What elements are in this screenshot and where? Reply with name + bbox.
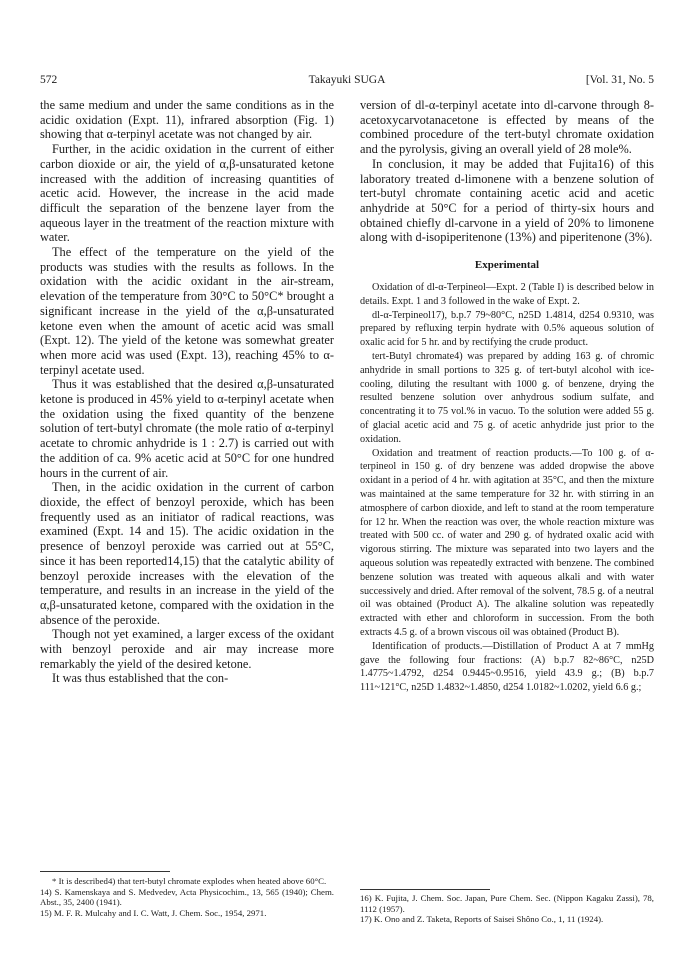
left-column [40, 98, 334, 686]
paragraph: It was thus established that the con- [52, 671, 229, 686]
footnote: 17) K. Ono and Z. Taketa, Reports of Saisei Shôno Co., 1, 11 (1924). [360, 914, 604, 925]
running-header [40, 74, 654, 90]
paragraph: The effect of the temperature on the yield of the products was studies with the results as follows. In the oxidation with the acidic oxidant in the air-stream, elevation of the temperature from 30°C to 50°C* brought a significant increase in the yield of the α,β-unsaturated ketone even when the amount of acetic acid was small (Expt. 12). The yield of the ketone was somewhat greater when more acid was used (Expt. 13), reaching 45% to α-terpinyl acetate used. [40, 245, 334, 377]
section-title: Experimental [474, 259, 540, 272]
footnote: * It is described4) that tert-butyl chromate explodes when heated above 60°C. [52, 876, 327, 886]
paragraph: the same medium and under the same conditions as in the acidic oxidation (Expt. 11), infrared absorption (Fig. 1) showing that α-terpinyl acetate was not changed by air. [40, 98, 334, 142]
experimental-paragraph: tert-Butyl chromate4) was prepared by adding 163 g. of chromic anhydride in small portions to 325 g. of tert-butyl alcohol with ice-cooling, diluting the resultant with 1000 g. of benzene, drying the resulted benzene solution over anhydrous sodium sulfate, and concentrating it to 75 vol.% in vacuo. To the solution were added 55 g. of glacial acetic acid and 75 g. of acetic anhydride just prior to the oxidation. [360, 351, 654, 445]
paragraph: Further, in the acidic oxidation in the current of either carbon dioxide or air, the yield of α,β-unsaturated ketone increased with the addition of increasing quantities of acetic acid. However, the increase in the acid made difficult the separation of the benzene layer from the aqueous layer in the treatment of the reaction mixture with water. [40, 142, 334, 245]
footnote: 14) S. Kamenskaya and S. Medvedev, Acta Physicochim., 13, 565 (1940); Chem. Abst., 35, 2400 (1941). [40, 886, 334, 908]
paragraph: Though not yet examined, a larger excess of the oxidant with benzoyl peroxide and air may increase more remarkably the yield of the desired ketone. [40, 627, 334, 671]
footnote: 16) K. Fujita, J. Chem. Soc. Japan, Pure Chem. Sec. (Nippon Kagaku Zassi), 78, 1112 (1957). [360, 893, 654, 914]
experimental-paragraph: Oxidation of dl-α-Terpineol—Expt. 2 (Table I) is described below in details. Expt. 1 and 3 followed in the wake of Expt. 2. [360, 282, 654, 307]
page-number: 572 [40, 74, 58, 86]
paragraph: Then, in the acidic oxidation in the current of carbon dioxide, the effect of benzoyl peroxide, which has been frequently used as an initiator of radical reactions, was examined (Expt. 14 and 15). The acidic oxidation in the presence of benzoyl peroxide was carried out at 55°C, since it has been reported14,15) that the catalytic ability of benzoyl peroxide increases with the elevation of the temperature, and results in an increase in the yield of the α,β-unsaturated ketone, compared with the oxidation in the absence of the peroxide. [40, 480, 334, 627]
experimental-paragraph: Oxidation and treatment of reaction products.—To 100 g. of α-terpineol in 150 g. of dry benzene was added dropwise the above oxidant in a period of 4 hr. with agitation at 35°C, and then the mixture was maintained at the same temperature for 32 hr. with stirring in an atmosphere of carbon dioxide, and left to stand at the room temperature for 12 hr. When the reaction was over, the whole reaction mixture was treated with 500 cc. of water and 290 g. of hydrated oxalic acid with vigorous stirring. The mixture was separated into two layers and the aqueous solution was repeatedly extracted with benzene. The combined benzene solution was treated with aqueous alkali and with water successively and dried. After removal of the solvent, 78.5 g. of a neutral oil was obtained (Product A). The alkaline solution was repeatedly extracted with ether and chloroform in succession. From the both extracts 4.5 g. of a brown viscous oil was obtained (Product B). [360, 447, 654, 638]
left-footnotes [40, 876, 334, 918]
paragraph: version of dl-α-terpinyl acetate into dl-carvone through 8-acetoxycarvotanacetone is effected by means of the combined procedure of the tert-butyl chromate oxidation and the pyrolysis, giving an overall yield of 28 mole%. [360, 98, 654, 157]
experimental-paragraph: dl-α-Terpineol17), b.p.7 79~80°C, n25D 1.4814, d254 0.9310, was prepared by refluxing terpin hydrate with 0.5% aqueous solution of oxalic acid for 5 hr. and by rectifying the crude product. [360, 309, 654, 349]
right-footnotes [360, 893, 654, 925]
paragraph: In conclusion, it may be added that Fujita16) of this laboratory treated d-limonene with a benzene solution of tert-butyl chromate containing acetic acid and acetic anhydride at 50°C for a period of thirty-six hours and obtained chiefly dl-carvone in a yield of 20% to limonene along with d-isopiperitenone (13%) and piperitenone (3%). [360, 156, 654, 245]
footnote-rule [360, 889, 490, 890]
footnote: 15) M. F. R. Mulcahy and I. C. Watt, J. Chem. Soc., 1954, 2971. [40, 907, 267, 918]
right-column [360, 98, 654, 695]
volume-info: [Vol. 31, No. 5 [585, 74, 654, 86]
footnote-rule [40, 871, 170, 872]
running-author: Takayuki SUGA [308, 74, 386, 86]
experimental-paragraph: Identification of products.—Distillation of Product A at 7 mmHg gave the following four fractions: (A) b.p.7 82~86°C, n25D 1.4775~1.4792, d254 0.9445~0.9516, yield 43.9 g.; (B) b.p.7 111~121°C, n25D 1.4832~1.4850, d254 1.0182~1.0202, yield 6.6 g.; [360, 640, 654, 694]
paragraph: Thus it was established that the desired α,β-unsaturated ketone is produced in 45% yield to α-terpinyl acetate when the oxidation using the fixed quantity of the benzene solution of tert-butyl chromate (the mole ratio of α-terpinyl acetate to chromic anhydride is 1 : 2.7) is carried out with the addition of ca. 9% acetic acid at 50°C for one hundred hours in the current of air. [40, 377, 334, 480]
